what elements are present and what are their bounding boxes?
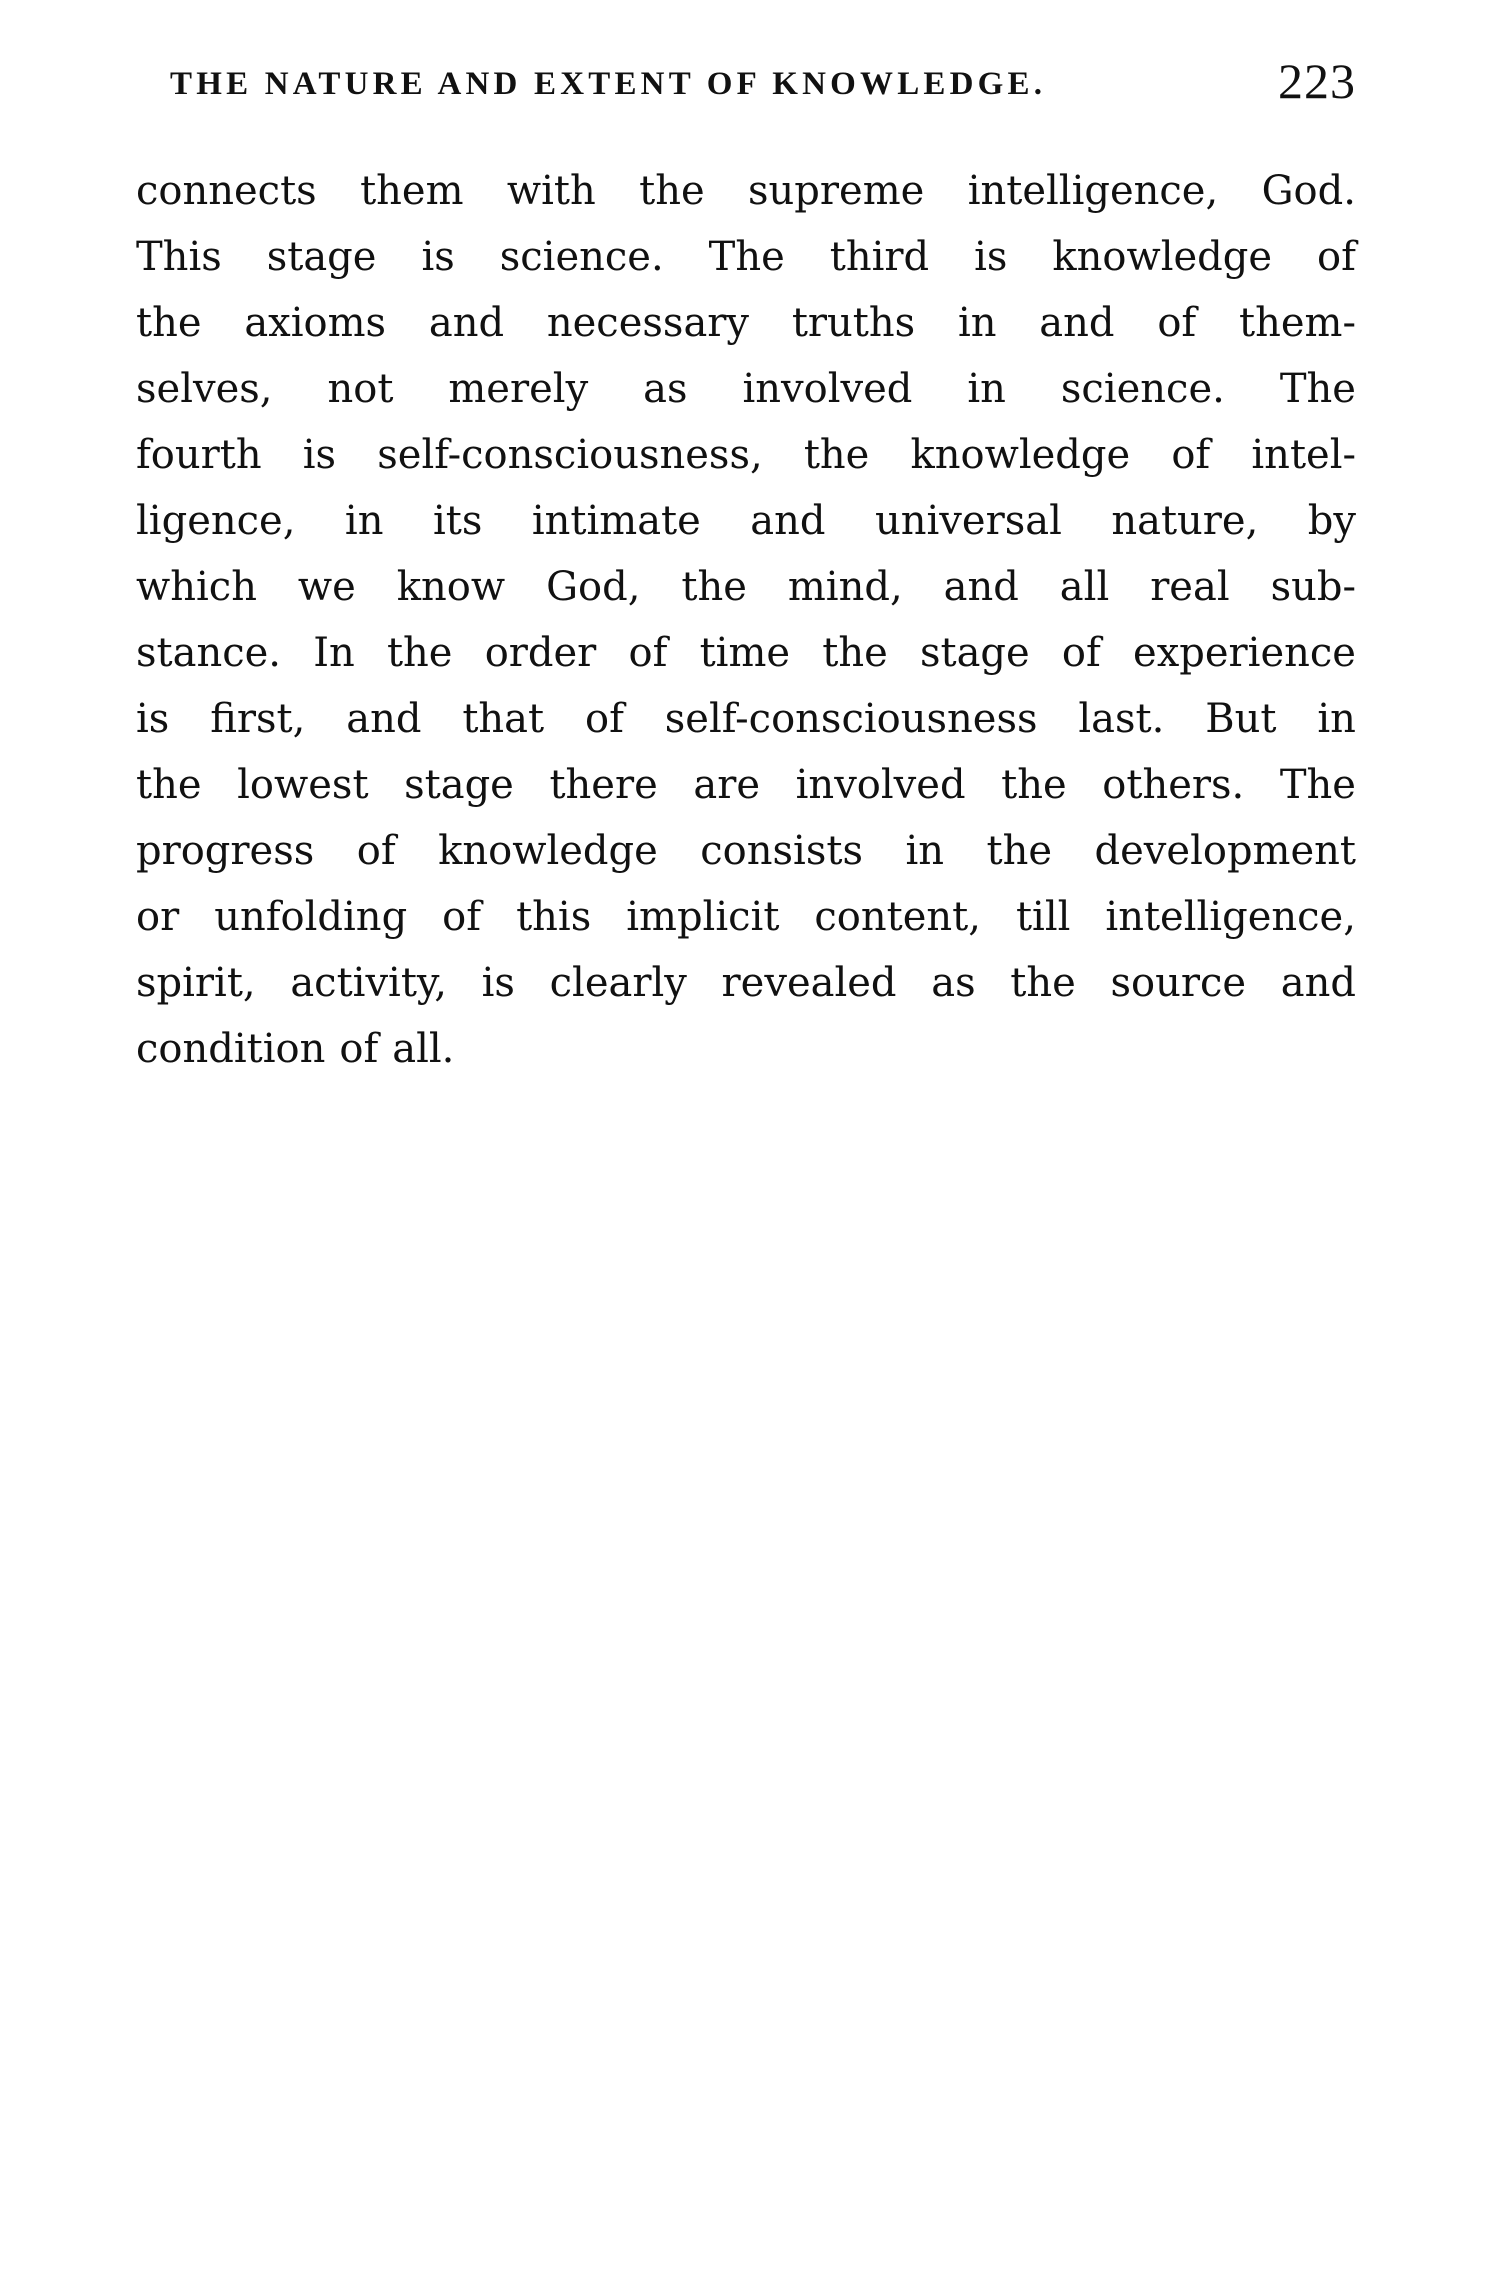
text-line: which we know God, the mind, and all real sub-: [136, 564, 1356, 610]
running-head: [170, 52, 1356, 112]
text-line: ligence, in its intimate and universal nature, by: [136, 498, 1356, 544]
text-line: or unfolding of this implicit content, till intelligence,: [136, 894, 1356, 940]
text-line: selves, not merely as involved in science. The: [136, 366, 1356, 412]
page-number: 223: [1278, 53, 1356, 109]
text-line: the lowest stage there are involved the others. The: [136, 762, 1356, 808]
text-line: is first, and that of self-consciousness last. But in: [136, 696, 1356, 742]
running-title: THE NATURE AND EXTENT OF KNOWLEDGE.: [170, 66, 1047, 102]
text-line: condition of all.: [136, 1026, 455, 1072]
text-line: stance. In the order of time the stage of experience: [136, 630, 1356, 676]
text-line: fourth is self-consciousness, the knowledge of intel-: [136, 432, 1356, 478]
text-line: This stage is science. The third is knowledge of: [136, 234, 1356, 280]
text-line: connects them with the supreme intelligence, God.: [136, 168, 1356, 214]
text-line: progress of knowledge consists in the development: [136, 828, 1356, 874]
text-line: the axioms and necessary truths in and of them-: [136, 300, 1356, 346]
text-line: spirit, activity, is clearly revealed as the source and: [136, 960, 1356, 1006]
body-paragraph: [136, 158, 1356, 1082]
